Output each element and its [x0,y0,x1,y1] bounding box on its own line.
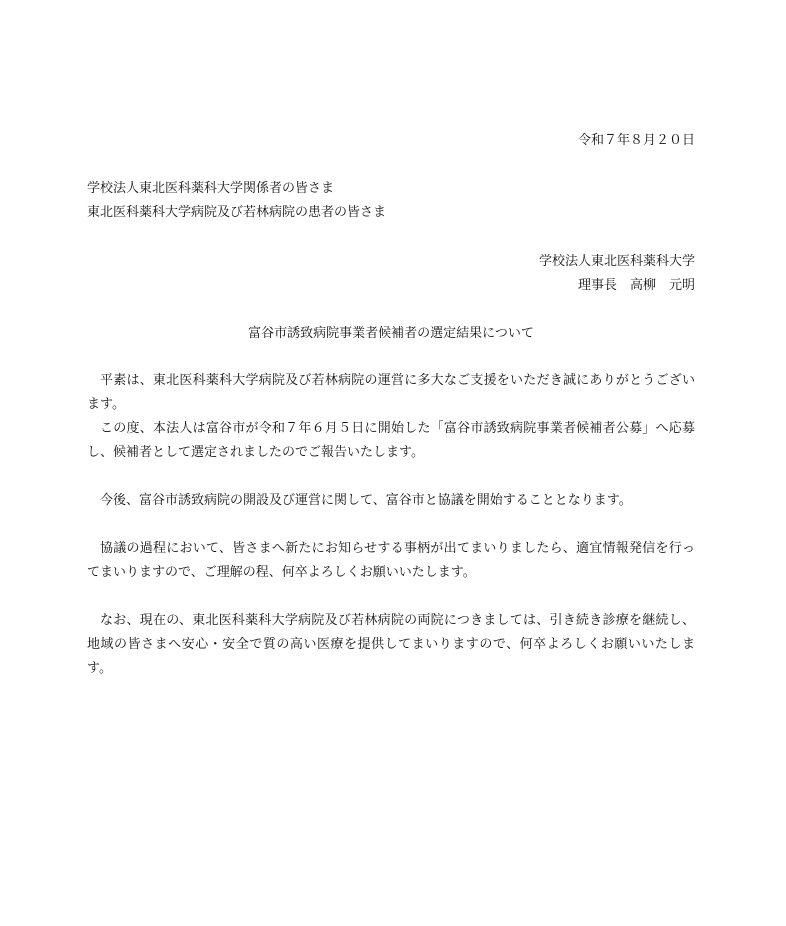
recipient-line-2: 東北医科薬科大学病院及び若林病院の患者の皆さま [87,205,387,220]
sender-signatory: 理事長 高柳 元明 [577,278,695,293]
body-paragraph-4 [87,537,695,585]
body-paragraph-3 [87,489,695,513]
body-paragraph-1-text: 平素は、東北医科薬科大学病院及び若林病院の運営に多大なご支援をいただき誠にありがとうございます。 [87,373,695,412]
body-paragraph-3-text: 今後、富谷市誘致病院の開設及び運営に関して、富谷市と協議を開始することとなります。 [100,493,632,508]
sender-organization: 学校法人東北医科薬科大学 [538,254,695,269]
recipient-line-1: 学校法人東北医科薬科大学関係者の皆さま [87,181,335,196]
body-paragraph-1 [87,369,695,465]
body-paragraph-5 [87,609,695,681]
body-paragraph-4-text: 協議の過程において、皆さまへ新たにお知らせする事柄が出てまいりましたら、適宜情報発信を行ってまいりますので、ご理解の程、何卒よろしくお願いいたします。 [87,541,695,580]
letter-page [87,0,695,926]
body-paragraph-2-text: この度、本法人は富谷市が令和７年６月５日に開始した「富谷市誘致病院事業者候補者公募」へ応募し、候補者として選定されましたのでご報告いたします。 [87,421,695,460]
letter-date: 令和７年８月２０日 [577,133,695,148]
body-paragraph-5-text: なお、現在の、東北医科薬科大学病院及び若林病院の両院につきましては、引き続き診療を継続し、地域の皆さまへ安心・安全で質の高い医療を提供してまいりますので、何卒よろしくお願いいたします。 [87,613,695,676]
letter-subject: 富谷市誘致病院事業者候補者の選定結果について [248,326,534,341]
